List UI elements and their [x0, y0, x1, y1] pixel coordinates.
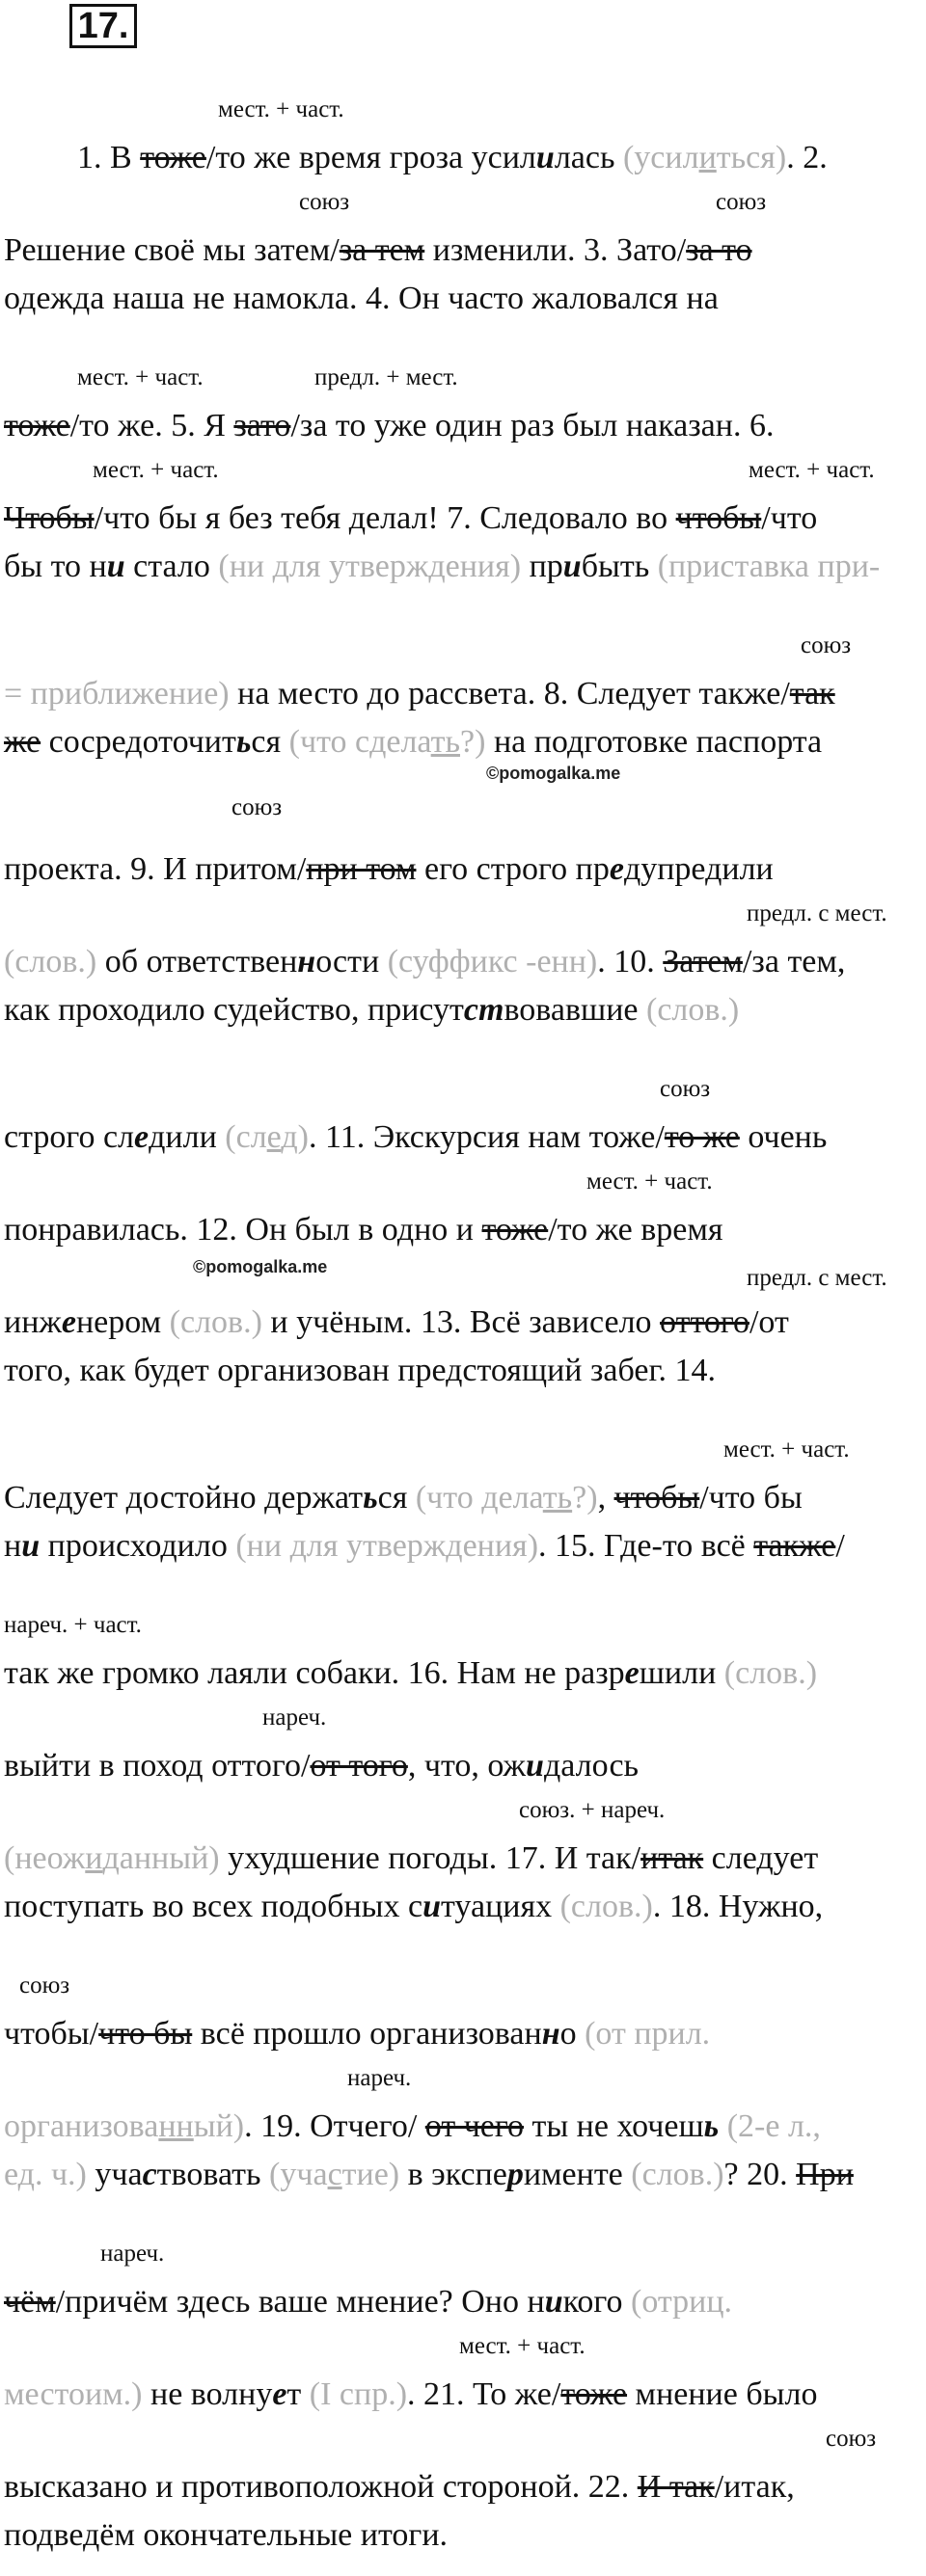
text-line-content: проекта. 9. И притом/при том его строго предупредили	[4, 851, 774, 887]
text-line	[4, 1261, 922, 1354]
text-line-content: местоим.) не волнует (I спр.). 21. То же/тоже мнение было	[4, 2376, 818, 2412]
text-line	[4, 1076, 922, 1168]
pos-label: предл. + мест.	[314, 364, 458, 390]
text-line	[4, 794, 922, 900]
text-line-content: (слов.) об ответственности (суффикс -енн). 10. Затем/за тем,	[4, 944, 846, 979]
text-line-content: = приближение) на место до рассвета. 8. Следует также/так	[4, 676, 835, 711]
text-line-content: 1. В тоже/то же время гроза усилилась (усилиться). 2.	[77, 140, 828, 175]
text-line	[4, 2333, 922, 2426]
text-line	[4, 993, 922, 1076]
text-line-content: понравилась. 12. Он был в одно и тоже/то же время	[4, 1212, 723, 1248]
text-line-content: чём/причём здесь ваше мнение? Оно никого (отриц.	[4, 2284, 733, 2320]
text-line	[4, 364, 922, 457]
watermark: ©pomogalka.me	[486, 764, 621, 783]
text-line-content: бы то ни стало (ни для утверждения) прибыть (приставка при-	[4, 549, 881, 584]
text-line	[4, 1612, 922, 1704]
text-line	[4, 725, 922, 808]
pos-label: союз	[801, 632, 852, 658]
text-line-content: же сосредоточиться (что сделать?) на подготовке паспорта	[4, 724, 823, 760]
text-line-content: так же громко лаяли собаки. 16. Нам не разрешили (слов.)	[4, 1655, 818, 1691]
text-line	[4, 1797, 922, 1890]
text-line-content: тоже/то же. 5. Я зато/за то уже один раз был наказан. 6.	[4, 408, 775, 443]
text-line-content: как проходило судейство, присутствовавшие (слов.)	[4, 992, 740, 1028]
text-line	[4, 2065, 922, 2158]
pos-label: союз. + нареч.	[519, 1797, 666, 1823]
text-line	[4, 2241, 922, 2333]
text-line	[4, 1972, 922, 2065]
text-line	[4, 550, 922, 632]
pos-label: нареч. + част.	[4, 1612, 142, 1638]
text-line-content: ед. ч.) участвовать (участие) в эксперименте (слов.)? 20. При	[4, 2157, 854, 2192]
pos-label: предл. с мест.	[747, 900, 887, 926]
text-line	[4, 96, 922, 189]
text-line-content: ни происходило (ни для утверждения). 15. Где-то всё также/	[4, 1528, 845, 1564]
pos-label: предл. с мест.	[747, 1265, 887, 1291]
text-line	[4, 2426, 922, 2518]
text-line-content: организованный). 19. Отчего/ от чего ты не хочешь (2-е л.,	[4, 2108, 821, 2144]
text-line	[4, 632, 922, 725]
text-line	[4, 457, 922, 550]
text-line-content: поступать во всех подобных ситуациях (слов.). 18. Нужно,	[4, 1889, 824, 1924]
text-line-content: чтобы/что бы всё прошло организованно (от прил.	[4, 2016, 711, 2052]
text-line	[4, 1890, 922, 1972]
text-line-content: того, как будет организован предстоящий забег. 14.	[4, 1353, 717, 1388]
text-line-content: высказано и противоположной стороной. 22. И так/итак,	[4, 2469, 795, 2505]
text-line	[4, 1529, 922, 1612]
text-line	[4, 282, 922, 364]
text-line	[4, 2518, 922, 2576]
pos-label: мест. + част.	[93, 457, 219, 483]
pos-label: мест. + част.	[586, 1168, 713, 1194]
text-line	[4, 1168, 922, 1276]
pos-label: нареч.	[100, 2241, 165, 2267]
text-line-content: инженером (слов.) и учёным. 13. Всё зависело оттого/от	[4, 1304, 789, 1340]
exercise-text	[4, 96, 922, 2576]
pos-label: нареч.	[262, 1704, 327, 1731]
pos-label: союз	[299, 189, 350, 215]
text-line-content: строго следили (след). 11. Экскурсия нам тоже/то же очень	[4, 1119, 828, 1155]
text-line	[4, 189, 922, 282]
pos-label: союз	[660, 1076, 711, 1102]
pos-label: нареч.	[347, 2065, 412, 2091]
pos-label: союз	[232, 794, 283, 820]
text-line-content: Решение своё мы затем/за тем изменили. 3. Зато/за то	[4, 232, 752, 268]
text-line	[4, 2158, 922, 2241]
text-line	[4, 1354, 922, 1436]
text-line-content: одежда наша не намокла. 4. Он часто жаловался на	[4, 281, 719, 316]
watermark: ©pomogalka.me	[193, 1257, 328, 1276]
pos-label: союз	[826, 2426, 877, 2452]
text-line	[4, 1704, 922, 1797]
text-line-content: выйти в поход оттого/от того, что, ожидалось	[4, 1748, 640, 1784]
text-line-content: Следует достойно держаться (что делать?), чтобы/что бы	[4, 1480, 803, 1516]
text-line-content: (неожиданный) ухудшение погоды. 17. И так/итак следует	[4, 1840, 819, 1876]
text-line-content: Чтобы/что бы я без тебя делал! 7. Следовало во чтобы/что	[4, 500, 818, 536]
task-number: 17.	[69, 4, 137, 48]
text-line	[4, 900, 922, 993]
pos-label: мест. + част.	[77, 364, 204, 390]
pos-label: мест. + част.	[218, 96, 344, 122]
pos-label: мест. + част.	[749, 457, 875, 483]
text-line-content: подведём окончательные итоги.	[4, 2517, 449, 2553]
pos-label: союз	[19, 1972, 70, 1999]
pos-label: мест. + част.	[459, 2333, 586, 2359]
text-line	[4, 1436, 922, 1529]
pos-label: союз	[716, 189, 767, 215]
pos-label: мест. + част.	[723, 1436, 850, 1462]
